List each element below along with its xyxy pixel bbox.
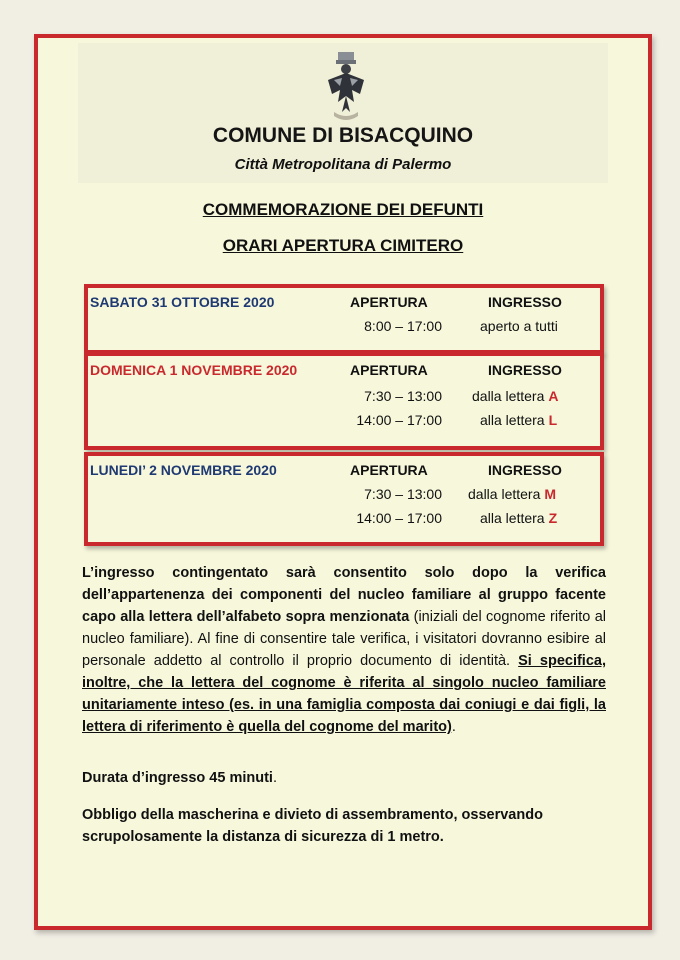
time-slot: 8:00 – 17:00 [364, 318, 442, 334]
entry-rule [480, 412, 600, 428]
comune-title: COMUNE DI BISACQUINO [212, 124, 474, 147]
schedule-box-sabato [84, 284, 604, 354]
apertura-header: APERTURA [350, 362, 428, 378]
paragraph-plain-part: (iniziali del cognome riferito al nucleo familiare). Al fine di consentire tale verifica, i visitatori dovranno esibire al personale addetto al controllo il proprio documento di identità. [82, 609, 607, 669]
paragraph-underlined-part: Si specifica, inoltre, che la lettera del cognome è riferita al singolo nucleo familiare unitariamente inteso (es. in una famiglia composta dai coniugi e dai figli, la lettera di riferimento è quella del cognome del marito) [82, 653, 606, 735]
entry-text: dalla lettera [468, 486, 541, 502]
time-slot: 14:00 – 17:00 [356, 510, 442, 526]
time-slot: 14:00 – 17:00 [356, 412, 442, 428]
day-label: SABATO 31 OTTOBRE 2020 [90, 294, 275, 310]
schedule-box-domenica [84, 352, 604, 450]
entry-text: alla lettera [480, 412, 545, 428]
citta-subtitle: Città Metropolitana di Palermo [234, 156, 452, 173]
entry-letter: M [544, 486, 557, 502]
entry-text: alla lettera [480, 510, 545, 526]
poster-frame [34, 34, 652, 930]
schedule-box-lunedi [84, 452, 604, 546]
entry-rule [472, 388, 592, 404]
apertura-header: APERTURA [350, 462, 428, 478]
ingresso-header: INGRESSO [488, 294, 562, 310]
paragraph-end: . [451, 719, 456, 735]
entry-rule [480, 510, 600, 526]
entry-letter: L [548, 412, 558, 428]
ingresso-header: INGRESSO [488, 462, 562, 478]
paragraph-bold-part: L’ingresso contingentato sarà consentito solo dopo la verifica dell’appartenenza dei componenti del nucleo familiare al gruppo facente capo alla lettera dell’alfabeto sopra menzionata [82, 565, 606, 625]
obbligo-paragraph: Obbligo della mascherina e divieto di assembramento, osservando scrupolosamente la distanza di sicurezza di 1 metro. [82, 807, 543, 845]
day-label: LUNEDI’ 2 NOVEMBRE 2020 [90, 462, 277, 478]
time-slot: 7:30 – 13:00 [364, 486, 442, 502]
ingresso-header: INGRESSO [488, 362, 562, 378]
entry-rule [468, 486, 588, 502]
verification-paragraph [82, 562, 606, 738]
entry-text: dalla lettera [472, 388, 545, 404]
entry-letter: A [548, 388, 559, 404]
apertura-header: APERTURA [350, 294, 428, 310]
eagle-crest-icon [324, 50, 368, 124]
heading-commemorazione: COMMEMORAZIONE DEI DEFUNTI [202, 200, 484, 219]
day-label: DOMENICA 1 NOVEMBRE 2020 [90, 362, 298, 378]
heading-orari: ORARI APERTURA CIMITERO [222, 236, 464, 255]
durata-end: . [272, 770, 277, 786]
durata-paragraph [82, 770, 606, 786]
entry-letter: Z [548, 510, 558, 526]
time-slot: 7:30 – 13:00 [364, 388, 442, 404]
durata-text: Durata d’ingresso 45 minuti [82, 770, 273, 786]
entry-text: aperto a tutti [480, 318, 558, 334]
entry-rule [480, 318, 600, 334]
